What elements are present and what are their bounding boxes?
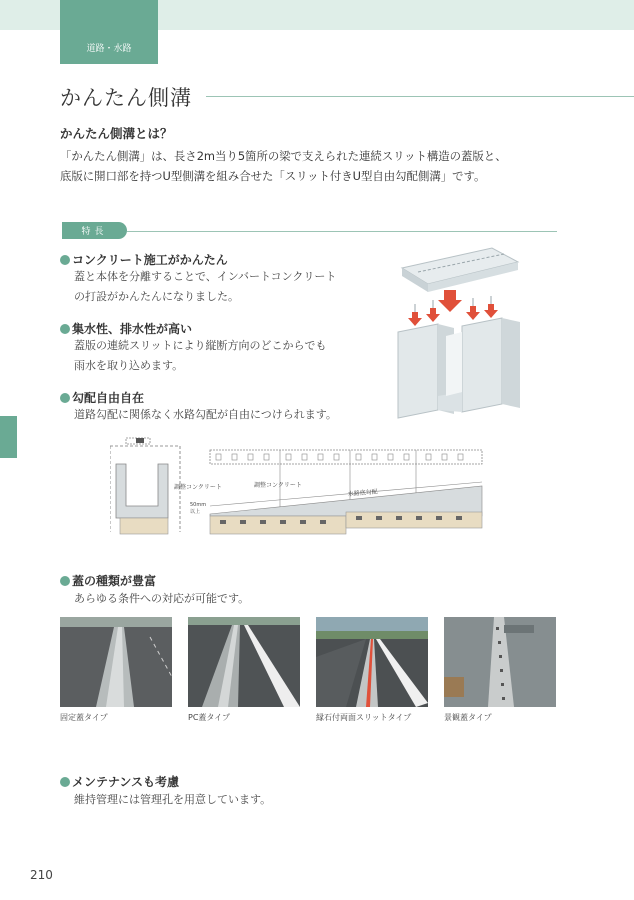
page-title: かんたん側溝 <box>60 86 192 110</box>
feature-text <box>74 589 249 609</box>
bullet-icon <box>60 777 70 787</box>
intro-text <box>60 146 507 186</box>
category-tab <box>60 0 158 64</box>
category-label: 道路・水路 <box>86 44 132 54</box>
bullet-icon <box>60 393 70 403</box>
photo-caption: 縁石付両面スリットタイプ <box>316 713 412 722</box>
side-index-tab <box>0 416 17 458</box>
feature-line: あらゆる条件への対応が可能です。 <box>74 592 250 605</box>
photo-caption: PC蓋タイプ <box>188 713 231 722</box>
feature-title: 集水性、排水性が高い <box>72 322 193 336</box>
photo-fixed-lid <box>60 617 172 707</box>
page-number: 210 <box>30 868 53 882</box>
label-dim: 50mm <box>190 502 207 508</box>
feature-title: コンクリート施工がかんたん <box>72 253 228 267</box>
intro-line: 底版に開口部を持つU型側溝を組み合せた「スリット付きU型自由勾配側溝」です。 <box>60 169 486 183</box>
feature-heading <box>60 251 228 268</box>
bullet-icon <box>60 255 70 265</box>
bullet-icon <box>60 576 70 586</box>
what-is-heading: かんたん側溝とは？ <box>60 126 173 141</box>
photo-landscape-lid <box>444 617 556 707</box>
product-illustration <box>392 246 526 422</box>
photo-curb-slit <box>316 617 428 707</box>
feature-heading <box>60 572 156 589</box>
photo-caption: 固定蓋タイプ <box>60 713 108 722</box>
feature-text <box>74 267 336 307</box>
feature-text <box>74 336 326 376</box>
title-rule <box>206 96 634 97</box>
feature-heading <box>60 773 179 790</box>
label-dim2: 以上 <box>190 509 201 515</box>
label-concrete-long: 調整コンクリート <box>254 482 302 489</box>
feature-title: 勾配自由自在 <box>72 391 145 405</box>
features-label: 特長 <box>62 222 127 239</box>
photo-caption: 景観蓋タイプ <box>444 713 492 722</box>
feature-title: 蓋の種類が豊富 <box>72 574 157 588</box>
feature-line: 蓋と本体を分離することで、インバートコンクリート <box>74 270 337 283</box>
feature-text <box>74 790 271 810</box>
feature-heading <box>60 320 192 337</box>
intro-line: 「かんたん側溝」は、長さ2m当り5箇所の梁で支えられた連続スリット構造の蓋版と、 <box>60 149 507 163</box>
label-slope: 水路底勾配 <box>347 488 379 498</box>
slope-diagram <box>110 436 484 540</box>
feature-text <box>74 405 337 425</box>
feature-line: 維持管理には管理孔を用意しています。 <box>74 793 272 806</box>
feature-line: の打設がかんたんになりました。 <box>74 290 239 303</box>
feature-title: メンテナンスも考慮 <box>72 775 180 789</box>
feature-heading <box>60 389 144 406</box>
feature-line: 道路勾配に関係なく水路勾配が自由につけられます。 <box>74 408 337 421</box>
bullet-icon <box>60 324 70 334</box>
feature-line: 蓋版の連続スリットにより縦断方向のどこからでも <box>74 339 327 352</box>
photo-pc-lid <box>188 617 300 707</box>
features-rule <box>127 231 557 232</box>
feature-line: 雨水を取り込めます。 <box>74 359 184 372</box>
label-concrete-section: 調整コンクリート <box>174 484 222 491</box>
